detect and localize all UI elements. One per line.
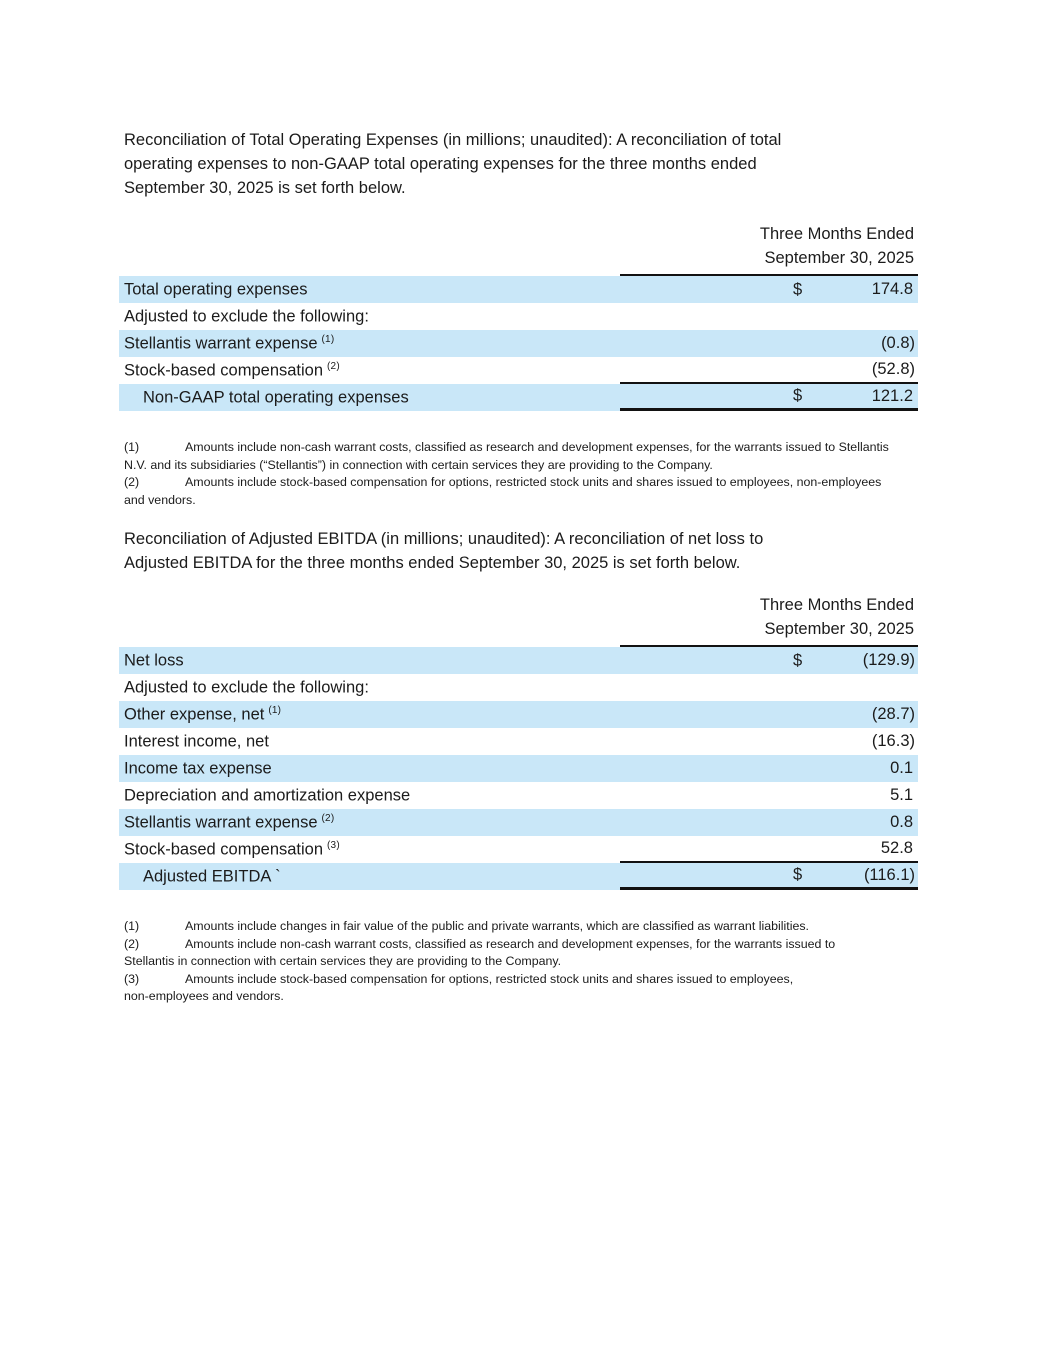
footnote-continuation: Stellantis in connection with certain services they are providing to the Company.: [124, 954, 562, 968]
footnote-marker: (1): [124, 919, 140, 933]
row-label-text: Stellantis warrant expense: [124, 334, 318, 353]
table-row: [119, 728, 918, 755]
row-amount-cell: [620, 330, 918, 357]
row-value: (0.8): [881, 334, 915, 352]
footnote-continuation: N.V. and its subsidiaries (“Stellantis”) in connection with certain services they are providing to the Company.: [124, 457, 713, 472]
row-label-text: Non-GAAP total operating expenses: [143, 388, 409, 407]
row-label-text: Net loss: [124, 651, 184, 670]
table-row: [119, 836, 918, 863]
row-amount-cell: [620, 809, 918, 836]
text-line: Reconciliation of Total Operating Expenses (in millions; unaudited): A reconciliation of total: [124, 131, 782, 149]
footnote-marker: (2): [124, 475, 140, 489]
row-value: 0.1: [890, 759, 913, 777]
table-period-header: [119, 593, 918, 647]
period-header-text: [620, 222, 918, 276]
table-total-row: [119, 384, 918, 411]
row-label-text: Total operating expenses: [124, 280, 308, 299]
row-label: [119, 705, 620, 725]
row-label: [119, 678, 620, 698]
currency-symbol: $: [793, 386, 803, 405]
row-amount-cell: [620, 836, 918, 863]
footnote-continuation: and vendors.: [124, 492, 196, 507]
footnote-text: Amounts include non-cash warrant costs, classified as research and development expenses, for the warrants issued to: [185, 936, 836, 951]
row-amount-cell: [620, 701, 918, 728]
row-label: [119, 388, 620, 408]
table-row: [119, 782, 918, 809]
row-value: 0.8: [890, 813, 913, 831]
row-label-text: Depreciation and amortization expense: [124, 786, 411, 805]
footnote-marker: (1): [124, 440, 140, 454]
table-total-row: [119, 863, 918, 890]
row-value: (28.7): [871, 705, 915, 723]
row-amount-cell: [620, 863, 918, 890]
period-header-line: Three Months Ended: [759, 596, 914, 614]
footnote-marker: (3): [124, 971, 140, 986]
row-amount-cell: [620, 384, 918, 411]
table-period-header: [119, 222, 918, 276]
currency-symbol: $: [793, 651, 803, 669]
row-value: 121.2: [871, 386, 913, 405]
table-row: [119, 674, 918, 701]
footnote-ref: (3): [327, 839, 340, 851]
footnote-text: Amounts include non-cash warrant costs, classified as research and development expenses, for the warrants issued to Stellantis: [185, 440, 889, 454]
row-value: (129.9): [862, 651, 915, 669]
table-row: [119, 701, 918, 728]
period-header-line: September 30, 2025: [764, 249, 914, 267]
row-label-text: Interest income, net: [124, 732, 269, 751]
footnote-ref: (1): [268, 704, 282, 716]
row-amount-cell: [620, 674, 918, 701]
row-amount-cell: [620, 303, 918, 330]
row-label: [119, 813, 620, 833]
row-value: (16.3): [871, 732, 915, 750]
opex-reconciliation-table: [119, 222, 918, 411]
row-label: [119, 280, 620, 300]
footnote: [124, 439, 1055, 457]
row-label: [119, 732, 620, 752]
row-amount-cell: [620, 728, 918, 755]
row-label: [119, 361, 620, 381]
row-value: (52.8): [871, 360, 915, 378]
row-amount-cell: [620, 357, 918, 384]
row-label: [119, 651, 620, 671]
table-row: [119, 357, 918, 384]
row-label-text: Stock-based compensation: [124, 361, 324, 380]
ebitda-footnotes: [124, 918, 1055, 1006]
row-amount-cell: [620, 647, 918, 674]
table-row: [119, 276, 918, 303]
text-line: Adjusted EBITDA for the three months ended September 30, 2025 is set forth below.: [124, 554, 741, 572]
row-label-text: Stellantis warrant expense: [124, 813, 318, 832]
footnote-ref: (2): [327, 360, 340, 372]
footnote-continuation: non-employees and vendors.: [124, 989, 284, 1003]
opex-footnotes: [124, 439, 1055, 509]
row-amount-cell: [620, 276, 918, 303]
period-header-line: September 30, 2025: [764, 620, 914, 638]
footnote-text: Amounts include stock-based compensation for options, restricted stock units and shares issued to employees, non-employees: [185, 475, 882, 489]
period-header-text: [620, 593, 918, 647]
row-label: [119, 759, 620, 779]
row-label-text: Adjusted EBITDA `: [143, 867, 281, 886]
row-value: (116.1): [863, 865, 915, 884]
text-line: September 30, 2025 is set forth below.: [124, 179, 406, 197]
row-label-text: Adjusted to exclude the following:: [124, 307, 369, 326]
row-label: [119, 786, 620, 806]
row-label-text: Other expense, net: [124, 705, 265, 724]
footnote-ref: (1): [321, 333, 335, 345]
row-value: 174.8: [871, 280, 913, 298]
row-label: [119, 307, 620, 327]
table-row: [119, 303, 918, 330]
table-row: [119, 809, 918, 836]
row-value: 5.1: [890, 786, 913, 804]
table-row: [119, 647, 918, 674]
period-header-line: Three Months Ended: [759, 225, 914, 243]
row-label: [119, 840, 620, 860]
row-value: 52.8: [880, 839, 913, 857]
text-line: Reconciliation of Adjusted EBITDA (in millions; unaudited): A reconciliation of net loss to: [124, 530, 764, 548]
currency-symbol: $: [793, 865, 803, 884]
row-label: [119, 334, 620, 354]
footnote-text: Amounts include changes in fair value of the public and private warrants, which are classified as warrant liabilities.: [185, 919, 809, 933]
footnote-text: Amounts include stock-based compensation for options, restricted stock units and shares issued to employees,: [185, 971, 794, 986]
footnote: [124, 971, 1055, 989]
intro-paragraph-ebitda: [124, 527, 1055, 575]
row-amount-cell: [620, 755, 918, 782]
row-label-text: Adjusted to exclude the following:: [124, 678, 369, 697]
ebitda-reconciliation-table: [119, 593, 918, 890]
text-line: operating expenses to non-GAAP total operating expenses for the three months ended: [124, 155, 757, 173]
row-amount-cell: [620, 782, 918, 809]
row-label: [119, 867, 620, 887]
footnote-ref: (2): [321, 812, 335, 824]
intro-paragraph-opex: [124, 128, 1055, 200]
footnote-marker: (2): [124, 936, 140, 951]
table-row: [119, 755, 918, 782]
footnote: [124, 936, 1055, 954]
row-label-text: Income tax expense: [124, 759, 272, 778]
currency-symbol: $: [793, 280, 803, 298]
footnote: [124, 474, 1055, 492]
row-label-text: Stock-based compensation: [124, 840, 324, 859]
footnote: [124, 918, 1055, 936]
table-row: [119, 330, 918, 357]
